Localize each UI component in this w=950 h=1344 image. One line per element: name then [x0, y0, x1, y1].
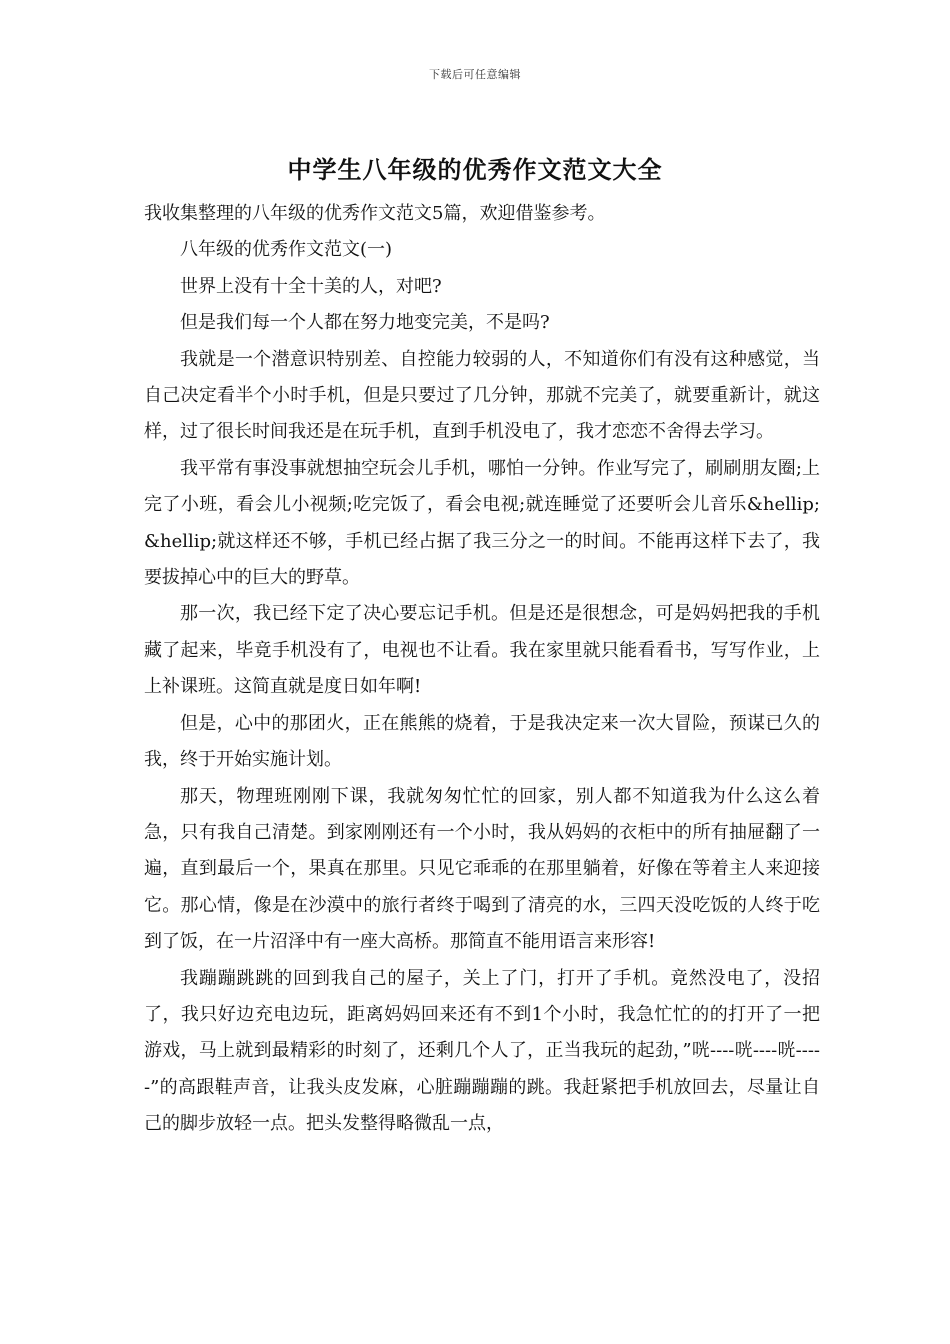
body-paragraph: 我就是一个潜意识特别差、自控能力较弱的人，不知道你们有没有这种感觉，当自己决定看半个小时手机，但是只要过了几分钟，那就不完美了，就要重新计，就这样，过了很长时间我还是在玩手机，直到手机没电了，我才恋恋不舍得去学习。 [144, 348, 820, 443]
body-paragraph: 世界上没有十全十美的人，对吧? [180, 275, 442, 297]
body-paragraph: 那一次，我已经下定了决心要忘记手机。但是还是很想念，可是妈妈把我的手机藏了起来，毕竟手机没有了，电视也不让看。我在家里就只能看看书，写写作业，上上补课班。这简直就是度日如年啊! [144, 603, 820, 698]
document-body [144, 196, 820, 1143]
body-paragraph: 但是我们每一个人都在努力地变完美，不是吗? [180, 312, 550, 334]
intro-paragraph: 我收集整理的八年级的优秀作文范文5篇，欢迎借鉴参考。 [144, 203, 606, 224]
document-title: 中学生八年级的优秀作文范文大全 [287, 155, 663, 184]
body-paragraph: 我蹦蹦跳跳的回到我自己的屋子，关上了门，打开了手机。竟然没电了，没招了，我只好边充电边玩，距离妈妈回来还有不到1个小时，我急忙忙的的打开了一把游戏，马上就到最精彩的时刻了，还剩几个人了，正当我玩的起劲，”咣----咣----咣-----”的高跟鞋声音，让我头皮发麻，心脏蹦蹦蹦的跳。我赶紧把手机放回去，尽量让自己的脚步放轻一点。把头发整得略微乱一点， [144, 967, 820, 1135]
body-paragraph: 但是，心中的那团火，正在熊熊的烧着，于是我决定来一次大冒险，预谋已久的我，终于开始实施计划。 [144, 712, 820, 771]
body-paragraph: 那天，物理班刚刚下课，我就匆匆忙忙的回家，别人都不知道我为什么这么着急，只有我自己清楚。到家刚刚还有一个小时，我从妈妈的衣柜中的所有抽屉翻了一遍，直到最后一个，果真在那里。只见它乖乖的在那里躺着，好像在等着主人来迎接它。那心情，像是在沙漠中的旅行者终于喝到了清亮的水，三四天没吃饭的人终于吃到了饭，在一片沼泽中有一座大高桥。那简直不能用语言来形容! [144, 785, 820, 953]
header-note: 下载后可任意编辑 [429, 68, 521, 81]
body-paragraph: 我平常有事没事就想抽空玩会儿手机，哪怕一分钟。作业写完了，刷刷朋友圈;上完了小班，看会儿小视频;吃完饭了，看会电视;就连睡觉了还要听会儿音乐&hellip;&hellip;就这样还不够，手机已经占据了我三分之一的时间。不能再这样下去了，我要拔掉心中的巨大的野草。 [144, 457, 820, 589]
section-heading: 八年级的优秀作文范文(一) [180, 239, 393, 261]
